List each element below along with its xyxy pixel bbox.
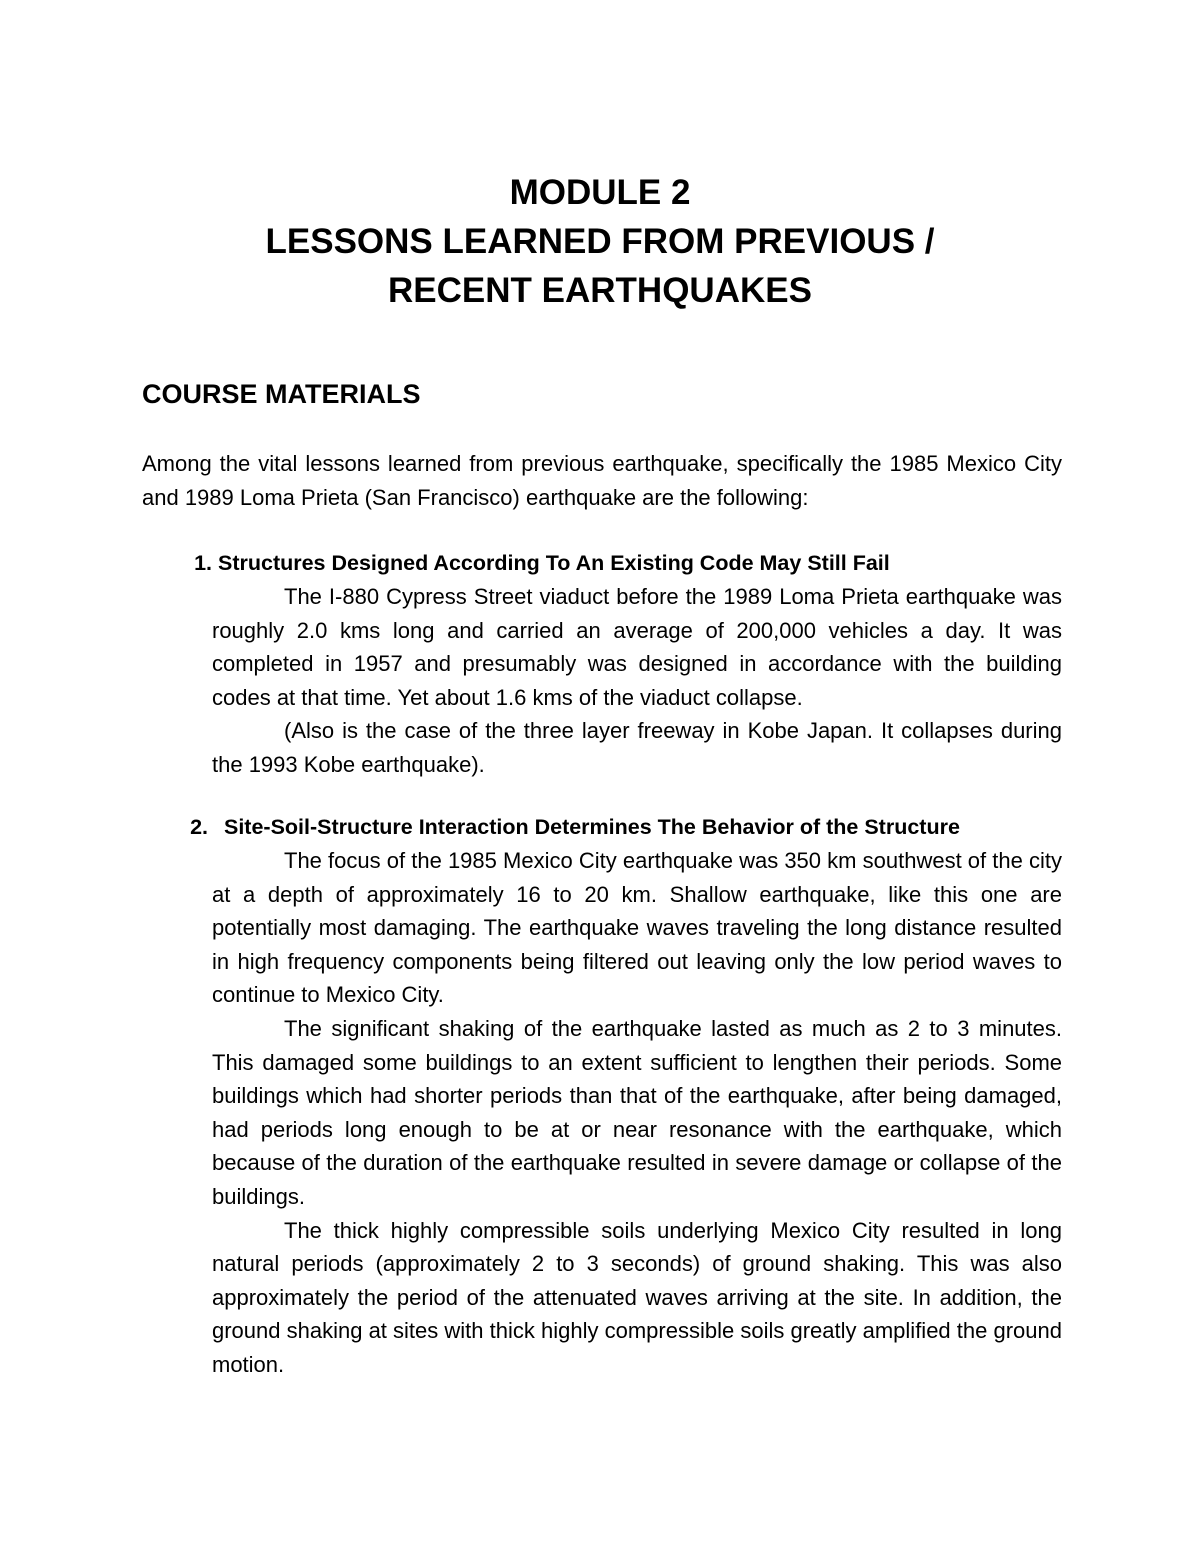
list-item-paragraph: (Also is the case of the three layer freeway in Kobe Japan. It collapses during the 1993 Kobe earthquake). [212,718,1062,777]
list-item-paragraph: The thick highly compressible soils underlying Mexico City resulted in long natural periods (approximately 2 to 3 seconds) of ground shaking. This was also approximately the period of the attenuated waves arriving at the site. In addition, the ground shaking at sites with thick highly compressible soils greatly amplified the ground motion. [212,1217,1062,1377]
intro-paragraph: Among the vital lessons learned from previous earthquake, specifically the 1985 Mexico City and 1989 Loma Prieta (San Francisco) earthquake are the following: [142,451,1062,510]
list-item-title: Site-Soil-Structure Interaction Determines The Behavior of the Structure [223,815,960,839]
list-item-paragraph: The focus of the 1985 Mexico City earthquake was 350 km southwest of the city at a depth of approximately 16 to 20 km. Shallow earthquake, like this one are potentially most damaging. The earthquake waves traveling the long distance resulted in high frequency components being filtered out leaving only the low period waves to continue to Mexico City. [212,848,1062,1008]
list-item-paragraph: The I-880 Cypress Street viaduct before the 1989 Loma Prieta earthquake was roughly 2.0 kms long and carried an average of 200,000 vehicles a day. It was completed in 1957 and presumably was designed in accordance with the building codes at that time. Yet about 1.6 kms of the viaduct collapse. [212,584,1062,710]
module-title [0,168,1200,315]
list-item-number: 1. [194,551,212,575]
list-item-number: 2. [190,815,208,839]
module-number: MODULE 2 [509,173,691,212]
list-item-paragraph: The significant shaking of the earthquake lasted as much as 2 to 3 minutes. This damaged some buildings to an extent sufficient to lengthen their periods. Some buildings which had shorter periods than that of the earthquake, after being damaged, had periods long enough to be at or near resonance with the earthquake, which because of the duration of the earthquake resulted in severe damage or collapse of the buildings. [212,1015,1062,1209]
module-title-line-1: LESSONS LEARNED FROM PREVIOUS / [265,222,935,261]
section-heading: COURSE MATERIALS [142,379,421,409]
list-item-title: Structures Designed According To An Existing Code May Still Fail [217,551,890,575]
module-title-line-2: RECENT EARTHQUAKES [388,271,812,310]
list-item-1 [142,546,1062,782]
list-item-heading [142,810,1062,844]
list-item-2 [142,810,1062,1382]
list-item-heading [142,546,1062,580]
